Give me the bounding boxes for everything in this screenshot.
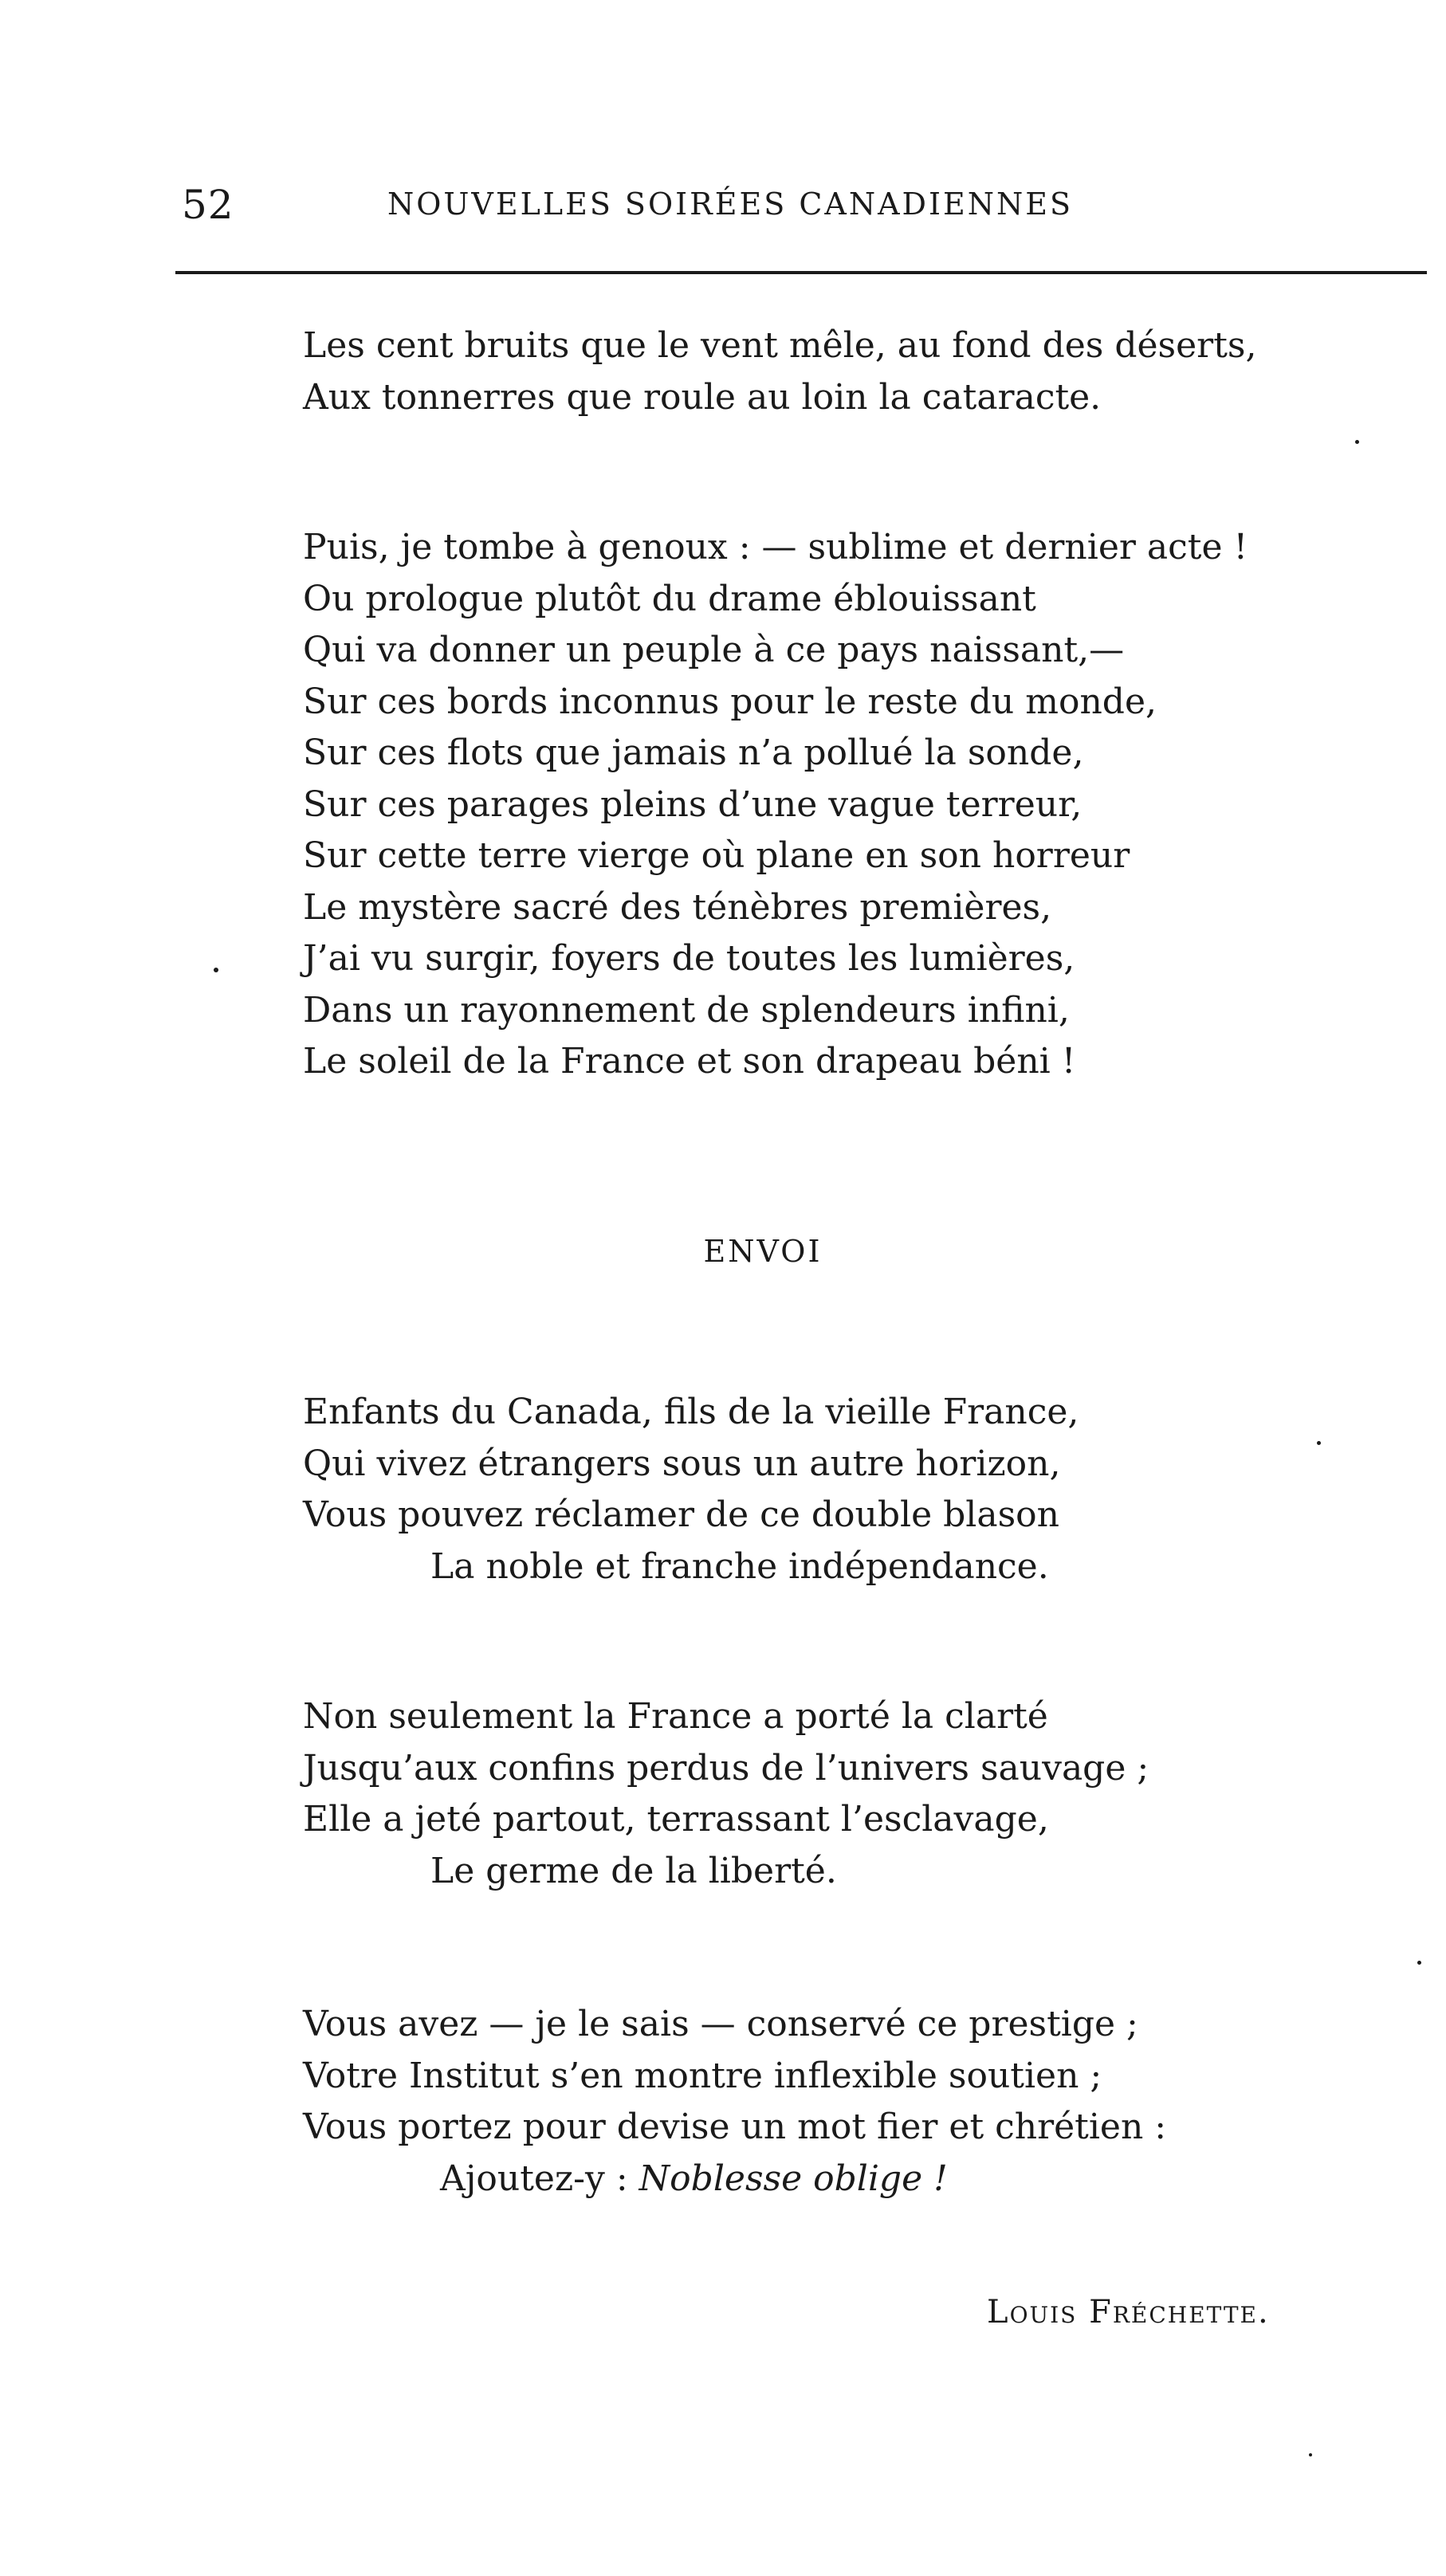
verse-line xyxy=(303,2154,1339,2205)
verse-line: Sur ces parages pleins d’une vague terreur, xyxy=(303,783,1083,825)
verse-line: Aux tonnerres que roule au loin la cataracte. xyxy=(303,376,1102,418)
verse-line: Sur cette terre vierge où plane en son horreur xyxy=(303,835,1130,876)
verse-line: Qui va donner un peuple à ce pays naissant,— xyxy=(303,630,1125,670)
print-speck xyxy=(1309,2453,1312,2456)
verse-line: Enfants du Canada, fils de la vieille France, xyxy=(303,1392,1079,1432)
verse-line: Elle a jeté partout, terrassant l’esclavage, xyxy=(303,1799,1049,1840)
verse-line: Le soleil de la France et son drapeau béni ! xyxy=(303,1041,1076,1082)
running-title: NOUVELLES SOIRÉES CANADIENNES xyxy=(387,187,1074,222)
verse-line: Sur ces flots que jamais n’a pollué la sonde, xyxy=(303,732,1084,773)
verse-line: Votre Institut s’en montre inflexible soutien ; xyxy=(303,2055,1102,2096)
stanza-3 xyxy=(303,1387,1339,1592)
verse-line: Le germe de la liberté. xyxy=(430,1850,837,1891)
verse-line: Non seulement la France a porté la clarté xyxy=(303,1696,1048,1737)
verse-line: Puis, je tombe à genoux : — sublime et dernier acte ! xyxy=(303,527,1248,567)
verse-line: La noble et franche indépendance. xyxy=(430,1545,1049,1587)
verse-line: Ou prologue plutôt du drame éblouissant xyxy=(303,578,1036,619)
page-header xyxy=(182,182,1425,238)
page-number: 52 xyxy=(182,182,234,228)
verse-line: Sur ces bords inconnus pour le reste du monde, xyxy=(303,681,1157,722)
stanza-5 xyxy=(303,1999,1339,2205)
verse-line: Le mystère sacré des ténèbres premières, xyxy=(303,886,1052,928)
verse-line: Les cent bruits que le vent mêle, au fond des déserts, xyxy=(303,325,1257,366)
print-speck xyxy=(1355,440,1359,444)
verse-line: J’ai vu surgir, foyers de toutes les lumières, xyxy=(303,938,1075,979)
author-signature: Louis Fréchette. xyxy=(987,2294,1270,2331)
print-speck xyxy=(214,968,218,972)
verse-line: Jusqu’aux confins perdus de l’univers sauvage ; xyxy=(303,1747,1149,1789)
section-heading: ENVOI xyxy=(703,1234,823,1269)
verse-line: Vous portez pour devise un mot fier et chrétien : xyxy=(303,2107,1167,2147)
stanza-2 xyxy=(303,522,1339,1088)
verse-line: Vous avez — je le sais — conservé ce prestige ; xyxy=(303,2004,1138,2044)
print-speck xyxy=(1417,1961,1421,1965)
motto: Noblesse oblige ! xyxy=(639,2158,948,2199)
verse-line-prefix: Ajoutez-y : xyxy=(440,2158,639,2199)
stanza-4 xyxy=(303,1691,1339,1897)
print-speck xyxy=(1317,1441,1321,1445)
verse-line: Qui vivez étrangers sous un autre horizon, xyxy=(303,1443,1061,1484)
verse-line: Vous pouvez réclamer de ce double blason xyxy=(303,1494,1059,1535)
verse-line: Dans un rayonnement de splendeurs infini, xyxy=(303,989,1070,1031)
stanza-1 xyxy=(303,320,1339,423)
header-rule xyxy=(175,271,1427,274)
